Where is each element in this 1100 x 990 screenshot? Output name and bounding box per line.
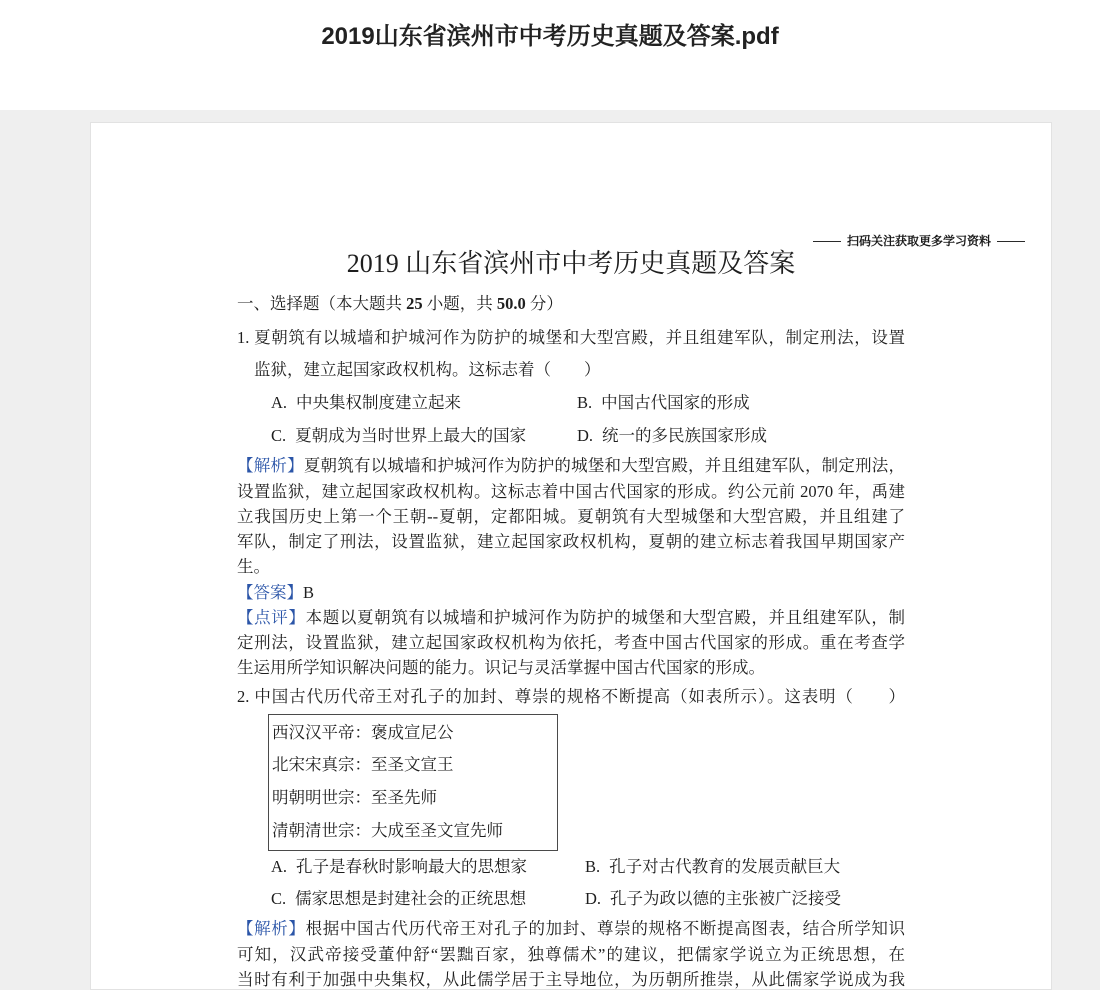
analysis-label: 【解析】: [237, 919, 306, 939]
question-2-stem: 2. 中国古代历代帝王对孔子的加封、尊崇的规格不断提高（如表所示）。这表明（ ）: [237, 687, 905, 706]
option-text: 夏朝成为当时世界上最大的国家: [295, 425, 527, 445]
option-b: [585, 851, 840, 883]
option-letter: D.: [585, 889, 602, 908]
pdf-page: [90, 122, 1052, 990]
option-text: 统一的多民族国家形成: [602, 425, 768, 445]
option-c: [271, 883, 526, 915]
promo-dash-right: [997, 241, 1025, 242]
option-a: [271, 387, 461, 420]
analysis-line: 设置监狱，建立起国家政权机构。这标志着中国古代国家的形成。约公元前 2070 年，禹建: [237, 481, 905, 501]
option-a: [271, 851, 527, 883]
option-c: [271, 420, 526, 453]
analysis-text: 夏朝筑有以城墙和护城河作为防护的城堡和大型宫殿，并且组建军队，制定刑法，: [303, 456, 905, 476]
option-letter: B.: [577, 393, 593, 413]
option-text: 儒家思想是封建社会的正统思想: [295, 889, 527, 908]
question-2-options: [237, 851, 905, 915]
document-viewer[interactable]: [0, 110, 1100, 990]
section-heading: [237, 292, 905, 316]
option-text: 孔子是春秋时影响最大的思想家: [296, 857, 528, 876]
promo-dash-left: [813, 241, 841, 242]
answer-label: 【答案】: [237, 582, 303, 602]
table-row: 北宋宋真宗：至圣文宣王: [272, 755, 454, 775]
analysis-line: 当时有利于加强中央集权，从此儒学居于主导地位，为历朝所推崇，从此儒家学说成为我: [237, 970, 905, 990]
option-text: 孔子为政以德的主张被广泛接受: [610, 889, 842, 908]
options-row: [237, 851, 905, 883]
promo-text: 扫码关注获取更多学习资料: [846, 234, 991, 248]
option-text: 中国古代国家的形成: [601, 393, 750, 413]
table-row: 清朝清世宗：大成至圣文宣先师: [272, 820, 503, 840]
question-stem-line: 1. 夏朝筑有以城墙和护城河作为防护的城堡和大型宫殿，并且组建军队，制定刑法，设置: [237, 327, 905, 347]
option-d: [585, 883, 841, 915]
question-count: 25: [406, 294, 423, 313]
options-row: [237, 420, 905, 453]
table-row: 西汉汉平帝：褒成宣尼公: [272, 722, 454, 742]
option-d: [577, 420, 767, 453]
option-letter: C.: [271, 425, 287, 445]
document-title: 2019山东省滨州市中考历史真题及答案.pdf: [321, 23, 779, 50]
option-letter: A.: [271, 393, 288, 413]
options-row: [237, 387, 905, 420]
honors-table: [268, 714, 558, 851]
analysis-line: [237, 453, 905, 478]
option-text: 孔子对古代教育的发展贡献巨大: [609, 857, 841, 876]
analysis-line: 军队，制定了刑法，设置监狱，建立起国家政权机构，夏朝的建立标志着我国早期国家产: [237, 532, 905, 552]
analysis-line: 生。: [237, 557, 270, 577]
question-stem-line: 监狱，建立起国家政权机构。这标志着（ ）: [254, 360, 601, 380]
question-1-explanation: [237, 453, 905, 680]
comment-line: 定刑法，设置监狱，建立起国家政权机构为依托，考查中国古代国家的形成。重在考查学: [237, 633, 905, 653]
option-letter: B.: [585, 857, 601, 876]
section-heading-prefix: 一、选择题（本大题共: [237, 294, 407, 313]
section-heading-suffix: 分）: [525, 294, 563, 313]
table-row: 明朝明世宗：至圣先师: [272, 788, 437, 808]
comment-label: 【点评】: [237, 607, 306, 627]
question-1: [237, 322, 905, 453]
analysis-line: [237, 916, 905, 942]
analysis-line: 可知，汉武帝接受董仲舒“罢黜百家，独尊儒术”的建议，把儒家学说立为正统思想，在: [237, 944, 905, 964]
option-letter: A.: [271, 857, 288, 876]
answer-value: B: [303, 582, 315, 602]
page-header: [0, 0, 1100, 110]
analysis-text: 根据中国古代历代帝王对孔子的加封、尊崇的规格不断提高图表，结合所学知识: [305, 919, 905, 939]
exam-title: 2019 山东省滨州市中考历史真题及答案: [346, 249, 796, 278]
question-2-explanation: [237, 916, 905, 990]
option-letter: D.: [577, 425, 594, 445]
comment-text: 本题以夏朝筑有以城墙和护城河作为防护的城堡和大型宫殿，并且组建军队，制: [305, 607, 905, 627]
answer-line: [237, 580, 905, 605]
option-letter: C.: [271, 889, 287, 908]
total-score: 50.0: [496, 294, 526, 313]
option-text: 中央集权制度建立起来: [296, 393, 462, 413]
analysis-line: 立我国历史上第一个王朝--夏朝，定都阳城。夏朝筑有大型城堡和大型宫殿，并且组建了: [237, 506, 905, 526]
option-b: [577, 387, 750, 420]
options-row: [237, 883, 905, 915]
analysis-label: 【解析】: [237, 456, 304, 476]
comment-line: 生运用所学知识解决问题的能力。识记与灵活掌握中国古代国家的形成。: [237, 658, 765, 678]
section-heading-mid: 小题，共: [422, 294, 497, 313]
comment-line: [237, 605, 905, 630]
